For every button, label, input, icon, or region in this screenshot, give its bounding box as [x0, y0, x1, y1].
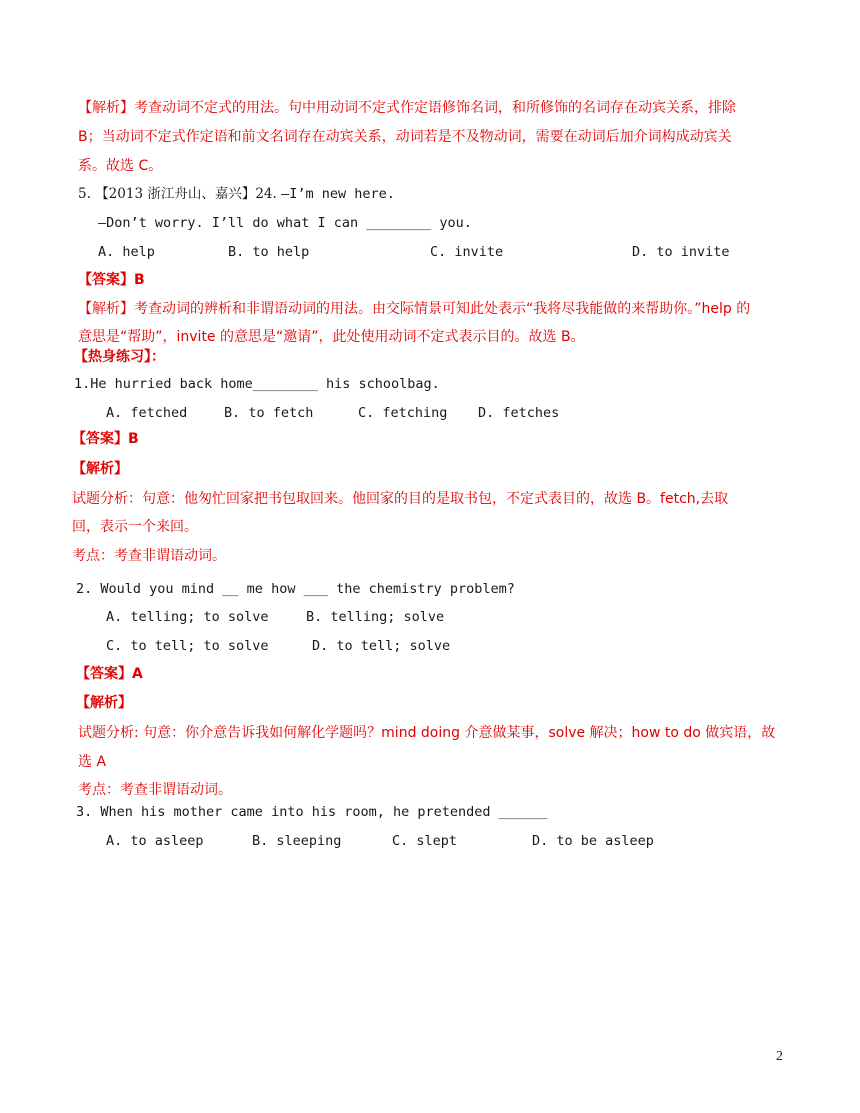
q5-analysis-line-1: 【解析】考查动词的辨析和非谓语动词的用法。由交际情景可知此处表示“我将尽我能做的来帮助你。”help 的	[78, 301, 751, 317]
q2-analysis-line-2: 选 A	[78, 754, 107, 770]
q1-analysis-line-2: 回，表示一个来回。	[72, 519, 198, 535]
q2-option-a: A. telling; to solve	[106, 609, 269, 625]
q1-option-a: A. fetched	[106, 405, 188, 421]
q5-answer: 【答案】B	[78, 272, 145, 288]
q3-option-a: A. to asleep	[106, 833, 204, 849]
q3-option-d: D. to be asleep	[532, 833, 654, 849]
q5-header	[78, 188, 395, 202]
q2-option-c: C. to tell; to solve	[106, 638, 269, 654]
warmup-title: 【热身练习】：	[74, 349, 165, 365]
q1-option-d: D. fetches	[478, 405, 560, 421]
q5-source: 【2013 浙江舟山、嘉兴】24.	[95, 186, 277, 202]
q1-answer: 【答案】B	[72, 431, 139, 447]
q3-option-c: C. slept	[392, 833, 458, 849]
q2-analysis-title: 【解析】	[76, 695, 132, 711]
q2-option-d: D. to tell; solve	[312, 638, 451, 654]
q2-option-b: B. telling; solve	[306, 609, 445, 625]
q2-answer: 【答案】A	[76, 666, 143, 682]
q1-option-c: C. fetching	[358, 405, 448, 421]
q1-point: 考点：考查非谓语动词。	[72, 548, 226, 564]
q1-stem: 1.He hurried back home________ his schoolbag.	[74, 376, 440, 392]
q1-option-b: B. to fetch	[224, 405, 314, 421]
q5-number: 5.	[78, 186, 91, 202]
q5-option-b: B. to help	[228, 244, 310, 260]
q5-option-d: D. to invite	[632, 244, 730, 260]
q5-analysis-line-2: 意思是“帮助”，invite 的意思是“邀请”，此处使用动词不定式表示目的。故选 B。	[78, 329, 585, 345]
q1-analysis-line-1: 试题分析：句意：他匆忙回家把书包取回来。他回家的目的是取书包，不定式表目的，故选 B。fetch,去取	[72, 491, 729, 507]
page-number: 2	[776, 1049, 783, 1064]
prev-analysis-line-1: 【解析】考查动词不定式的用法。句中用动词不定式作定语修饰名词，和所修饰的名词存在动宾关系，排除	[78, 100, 736, 116]
q5-line1: —I’m new here.	[281, 186, 395, 202]
prev-analysis-line-3: 系。故选 C。	[78, 158, 163, 174]
q2-analysis-line-1: 试题分析: 句意：你介意告诉我如何解化学题吗？mind doing 介意做某事，solve 解决；how to do 做宾语，故	[78, 725, 776, 741]
q5-option-c: C. invite	[430, 244, 504, 260]
q1-analysis-title: 【解析】	[72, 461, 128, 477]
q2-point: 考点：考查非谓语动词。	[78, 782, 232, 798]
q3-stem: 3. When his mother came into his room, he pretended ______	[76, 804, 548, 820]
q3-option-b: B. sleeping	[252, 833, 342, 849]
q2-stem: 2. Would you mind __ me how ___ the chemistry problem?	[76, 581, 515, 597]
q5-option-a: A. help	[98, 244, 155, 260]
q5-line2: —Don’t worry. I’ll do what I can ________ you.	[98, 215, 472, 231]
prev-analysis-line-2: B；当动词不定式作定语和前文名词存在动宾关系，动词若是不及物动词，需要在动词后加介词构成动宾关	[78, 129, 732, 145]
